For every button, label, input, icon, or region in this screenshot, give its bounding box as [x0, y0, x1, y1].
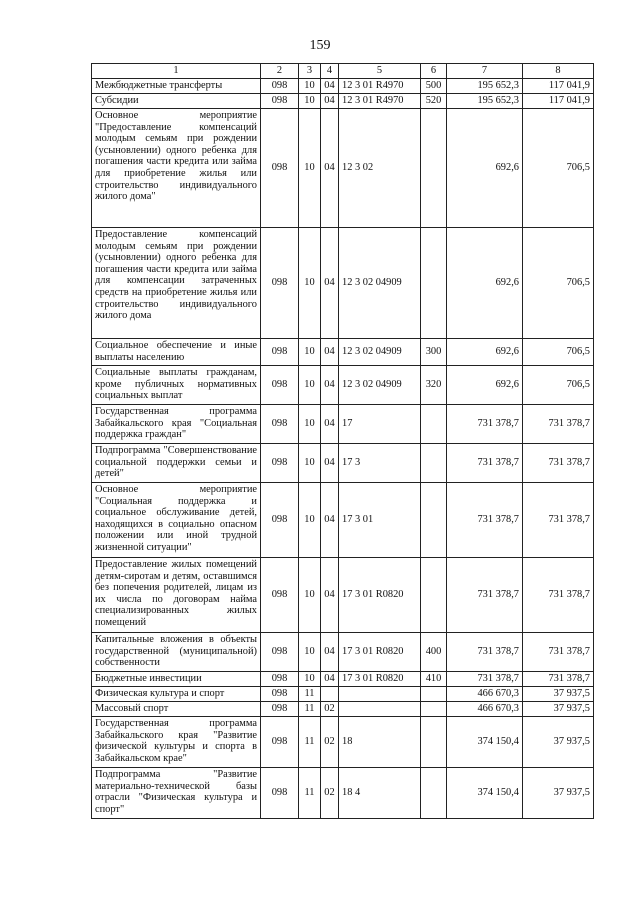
row-amount-year-1: 692,6 [447, 109, 523, 228]
row-amount-year-2: 37 937,5 [523, 717, 594, 768]
table-header-row [92, 64, 594, 79]
row-section: 11 [299, 702, 321, 717]
row-admin-code: 098 [261, 228, 299, 339]
row-admin-code: 098 [261, 444, 299, 483]
row-subsection: 04 [321, 339, 339, 366]
row-amount-year-2: 117 041,9 [523, 94, 594, 109]
row-target-article: 17 3 01 R0820 [339, 633, 421, 672]
row-amount-year-2: 706,5 [523, 366, 594, 405]
row-section: 10 [299, 94, 321, 109]
row-admin-code: 098 [261, 109, 299, 228]
row-section: 10 [299, 339, 321, 366]
row-expense-type: 320 [421, 366, 447, 405]
row-description: Основное мероприятие "Социальная поддержка и социальное обслуживание детей, находящихся в социально опасном положении или иной трудной жизненной ситуации" [92, 483, 261, 558]
row-admin-code: 098 [261, 94, 299, 109]
row-amount-year-2: 731 378,7 [523, 405, 594, 444]
row-section: 11 [299, 768, 321, 819]
row-subsection: 04 [321, 366, 339, 405]
row-expense-type: 410 [421, 672, 447, 687]
table-row [92, 702, 594, 717]
row-section: 10 [299, 672, 321, 687]
row-amount-year-2: 37 937,5 [523, 687, 594, 702]
table-row [92, 94, 594, 109]
row-target-article: 12 3 01 R4970 [339, 79, 421, 94]
row-amount-year-1: 731 378,7 [447, 444, 523, 483]
header-cell: 5 [339, 64, 421, 79]
header-cell: 6 [421, 64, 447, 79]
header-cell: 1 [92, 64, 261, 79]
row-section: 10 [299, 366, 321, 405]
table-row [92, 366, 594, 405]
row-target-article: 17 3 01 [339, 483, 421, 558]
row-amount-year-1: 731 378,7 [447, 483, 523, 558]
row-description: Межбюджетные трансферты [92, 79, 261, 94]
row-admin-code: 098 [261, 702, 299, 717]
row-expense-type [421, 109, 447, 228]
row-amount-year-2: 731 378,7 [523, 444, 594, 483]
table-row [92, 717, 594, 768]
row-subsection: 04 [321, 405, 339, 444]
row-subsection: 04 [321, 228, 339, 339]
row-admin-code: 098 [261, 79, 299, 94]
row-target-article: 17 3 01 R0820 [339, 672, 421, 687]
row-amount-year-2: 117 041,9 [523, 79, 594, 94]
row-description: Предоставление жилых помещений детям-сиротам и детям, оставшимся без попечения родителей, лицам из их числа по договорам найма специализированных жилых помещений [92, 558, 261, 633]
row-admin-code: 098 [261, 366, 299, 405]
row-admin-code: 098 [261, 672, 299, 687]
row-amount-year-1: 466 670,3 [447, 687, 523, 702]
row-subsection [321, 687, 339, 702]
row-section: 10 [299, 109, 321, 228]
row-subsection: 04 [321, 672, 339, 687]
row-amount-year-1: 195 652,3 [447, 79, 523, 94]
row-description: Социальное обеспечение и иные выплаты населению [92, 339, 261, 366]
row-amount-year-1: 466 670,3 [447, 702, 523, 717]
row-amount-year-2: 706,5 [523, 228, 594, 339]
row-section: 11 [299, 687, 321, 702]
row-amount-year-2: 706,5 [523, 109, 594, 228]
row-description: Субсидии [92, 94, 261, 109]
row-section: 10 [299, 633, 321, 672]
header-cell: 2 [261, 64, 299, 79]
table-row [92, 405, 594, 444]
row-target-article: 17 3 01 R0820 [339, 558, 421, 633]
row-amount-year-1: 731 378,7 [447, 633, 523, 672]
row-description: Государственная программа Забайкальского края "Социальная поддержка граждан" [92, 405, 261, 444]
row-target-article: 17 [339, 405, 421, 444]
table-row [92, 444, 594, 483]
budget-table [91, 63, 594, 819]
table-row [92, 558, 594, 633]
table-row [92, 768, 594, 819]
header-cell: 3 [299, 64, 321, 79]
row-section: 10 [299, 79, 321, 94]
row-target-article [339, 702, 421, 717]
row-subsection: 04 [321, 558, 339, 633]
row-expense-type: 500 [421, 79, 447, 94]
row-expense-type [421, 444, 447, 483]
row-section: 11 [299, 717, 321, 768]
row-amount-year-2: 731 378,7 [523, 558, 594, 633]
row-amount-year-1: 692,6 [447, 228, 523, 339]
row-expense-type [421, 768, 447, 819]
table-row [92, 687, 594, 702]
row-admin-code: 098 [261, 339, 299, 366]
row-amount-year-2: 731 378,7 [523, 672, 594, 687]
table-row [92, 228, 594, 339]
row-amount-year-1: 195 652,3 [447, 94, 523, 109]
row-description: Основное мероприятие "Предоставление компенсаций молодым семьям при рождении (усыновлении) одного ребенка для погашения части кредита или займа для приобретение жилья или строительство индивидуального жилого дома" [92, 109, 261, 228]
budget-table-body [92, 64, 594, 819]
row-description: Подпрограмма "Развитие материально-технической базы отрасли "Физическая культура и спорт" [92, 768, 261, 819]
table-row [92, 633, 594, 672]
row-target-article: 12 3 01 R4970 [339, 94, 421, 109]
row-amount-year-1: 374 150,4 [447, 717, 523, 768]
row-amount-year-1: 731 378,7 [447, 405, 523, 444]
row-amount-year-1: 731 378,7 [447, 672, 523, 687]
row-expense-type [421, 483, 447, 558]
page-number: 159 [309, 38, 331, 53]
row-target-article [339, 687, 421, 702]
row-section: 10 [299, 405, 321, 444]
row-description: Капитальные вложения в объекты государственной (муниципальной) собственности [92, 633, 261, 672]
row-target-article: 18 [339, 717, 421, 768]
row-section: 10 [299, 558, 321, 633]
row-subsection: 04 [321, 109, 339, 228]
row-amount-year-1: 692,6 [447, 366, 523, 405]
row-amount-year-2: 37 937,5 [523, 702, 594, 717]
table-row [92, 672, 594, 687]
row-admin-code: 098 [261, 405, 299, 444]
row-description: Массовый спорт [92, 702, 261, 717]
row-amount-year-2: 731 378,7 [523, 633, 594, 672]
row-admin-code: 098 [261, 768, 299, 819]
row-description: Государственная программа Забайкальского края "Развитие физической культуры и спорта в Забайкальском крае" [92, 717, 261, 768]
row-expense-type [421, 405, 447, 444]
row-admin-code: 098 [261, 717, 299, 768]
row-target-article: 12 3 02 [339, 109, 421, 228]
row-amount-year-2: 37 937,5 [523, 768, 594, 819]
row-expense-type [421, 228, 447, 339]
row-admin-code: 098 [261, 633, 299, 672]
row-subsection: 04 [321, 94, 339, 109]
row-target-article: 12 3 02 04909 [339, 228, 421, 339]
row-description: Социальные выплаты гражданам, кроме публичных нормативных социальных выплат [92, 366, 261, 405]
row-expense-type [421, 558, 447, 633]
row-subsection: 04 [321, 483, 339, 558]
header-cell: 7 [447, 64, 523, 79]
row-target-article: 12 3 02 04909 [339, 366, 421, 405]
row-expense-type [421, 687, 447, 702]
row-description: Бюджетные инвестиции [92, 672, 261, 687]
row-amount-year-1: 374 150,4 [447, 768, 523, 819]
row-admin-code: 098 [261, 483, 299, 558]
row-description: Предоставление компенсаций молодым семьям при рождении (усыновлении) одного ребенка для погашения части кредита или займа для компенсации затраченных средств на приобретение жилья или строительство индивидуального жилого дома [92, 228, 261, 339]
row-target-article: 12 3 02 04909 [339, 339, 421, 366]
row-amount-year-2: 706,5 [523, 339, 594, 366]
header-cell: 4 [321, 64, 339, 79]
row-target-article: 17 3 [339, 444, 421, 483]
row-subsection: 04 [321, 444, 339, 483]
row-admin-code: 098 [261, 558, 299, 633]
header-cell: 8 [523, 64, 594, 79]
row-description: Физическая культура и спорт [92, 687, 261, 702]
row-expense-type [421, 717, 447, 768]
row-subsection: 04 [321, 79, 339, 94]
row-admin-code: 098 [261, 687, 299, 702]
row-section: 10 [299, 483, 321, 558]
table-row [92, 109, 594, 228]
row-section: 10 [299, 444, 321, 483]
table-row [92, 79, 594, 94]
row-amount-year-1: 692,6 [447, 339, 523, 366]
row-target-article: 18 4 [339, 768, 421, 819]
row-subsection: 02 [321, 717, 339, 768]
row-subsection: 02 [321, 702, 339, 717]
row-subsection: 04 [321, 633, 339, 672]
row-amount-year-1: 731 378,7 [447, 558, 523, 633]
row-expense-type: 300 [421, 339, 447, 366]
row-section: 10 [299, 228, 321, 339]
row-expense-type [421, 702, 447, 717]
row-amount-year-2: 731 378,7 [523, 483, 594, 558]
table-row [92, 339, 594, 366]
table-row [92, 483, 594, 558]
row-expense-type: 520 [421, 94, 447, 109]
row-description: Подпрограмма "Совершенствование социальной поддержки семьи и детей" [92, 444, 261, 483]
row-subsection: 02 [321, 768, 339, 819]
row-expense-type: 400 [421, 633, 447, 672]
